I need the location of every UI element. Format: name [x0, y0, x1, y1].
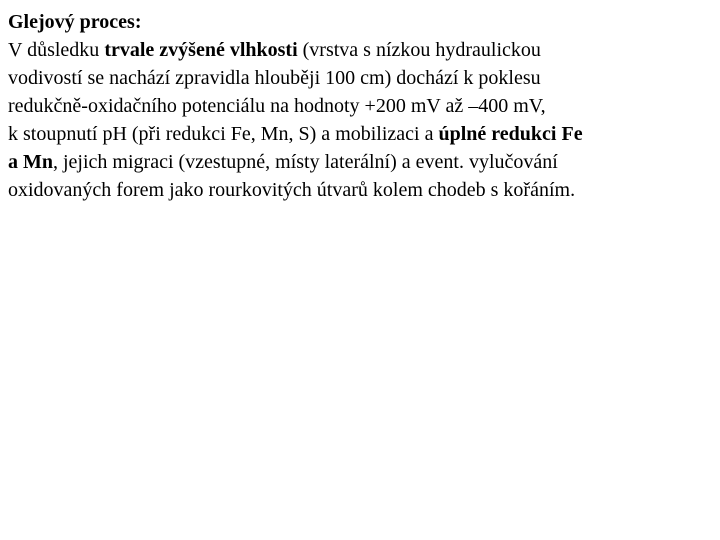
text-run: vodivostí se nachází zpravidla hlouběji 100 cm) dochází k poklesu — [8, 67, 541, 89]
text-line — [8, 176, 710, 204]
text-line — [8, 36, 710, 64]
slide-title: Glejový proces: — [8, 11, 142, 33]
text-run: k stoupnutí pH (při redukci Fe, Mn, S) a mobilizaci a — [8, 123, 439, 145]
text-line — [8, 120, 710, 148]
text-run-bold: úplné redukci Fe — [438, 123, 583, 145]
text-line — [8, 148, 710, 176]
text-run: redukčně-oxidačního potenciálu na hodnoty +200 mV až –400 mV, — [8, 95, 546, 117]
text-run-bold: trvale zvýšené vlhkosti — [104, 39, 298, 61]
text-run: , jejich migraci (vzestupné, místy laterální) a event. vylučování — [53, 151, 558, 173]
text-run: V důsledku — [8, 39, 105, 61]
text-run-bold: a Mn — [8, 151, 53, 173]
text-line — [8, 64, 710, 92]
body-paragraph — [8, 36, 710, 204]
text-run: (vrstva s nízkou hydraulickou — [297, 39, 541, 61]
text-run: oxidovaných forem jako rourkovitých útvarů kolem chodeb s kořáním. — [8, 179, 576, 201]
text-line — [8, 92, 710, 120]
